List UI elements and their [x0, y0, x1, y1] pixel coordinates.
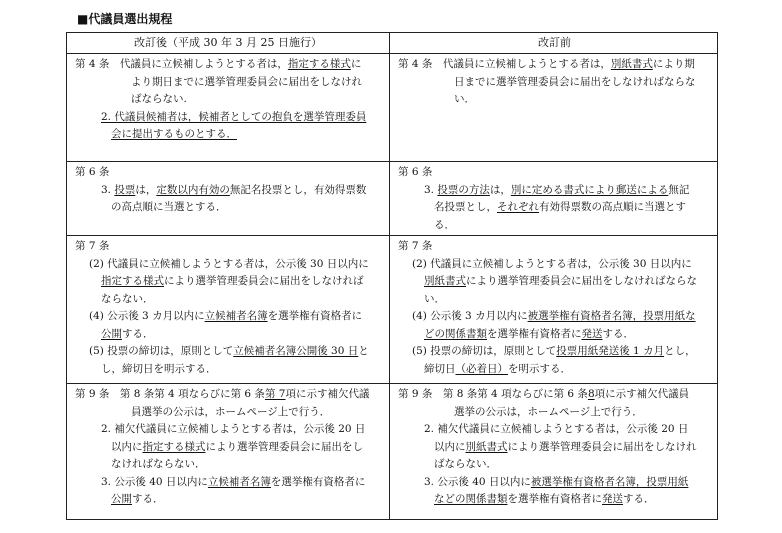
cell-before-art9: [398, 386, 698, 509]
header-divider: [67, 53, 717, 54]
paragraph: 第 4 条 代議員に立候補しようとする者は，指定する様式により期日までに選挙管理委員会に届出をしなければならない.: [75, 58, 362, 105]
comparison-table: [66, 32, 718, 520]
paragraph: 第 7 条: [75, 240, 110, 252]
column-divider: [389, 33, 390, 519]
paragraph: (4) 公示後 3 カ月以内に立候補者名簿を選挙権有資格者に公開する．: [89, 310, 363, 340]
paragraph: 3. 投票は，定数以内有効の無記名投票とし，有効得票数の高点順に当選とする．: [101, 183, 367, 213]
paragraph: 第 7 条: [398, 240, 433, 252]
paragraph: 第 4 条 代議員に立候補しようとする者は，別紙書式により期日までに選挙管理委員会に届出をしなければならない．: [398, 58, 696, 105]
header-before: 改訂前: [538, 36, 571, 49]
row-divider: [67, 235, 717, 236]
paragraph: (5) 投票の締切は，原則として立候補者名簿公開後 30 日とし，締切日を明示する．: [89, 345, 369, 375]
paragraph: 3. 公示後 40 日以内に立候補者名簿を選挙権有資格者に公開する．: [101, 475, 366, 505]
paragraph: 2. 補欠代議員に立候補しようとする者は，公示後 20 日以内に別紙書式により選挙管理委員会に届出をしなければならない．: [424, 423, 697, 470]
paragraph: 3. 公示後 40 日以内に被選挙権有資格者名簿，投票用紙などの関係書類を選挙権有資格者に発送する．: [424, 475, 689, 505]
paragraph: 第 6 条: [75, 166, 110, 178]
paragraph: 2. 代議員候補者は，候補者としての抱負を選挙管理委員会に提出するものとする．: [101, 110, 367, 140]
cell-after-art9: [75, 386, 371, 509]
cell-before-art6: [398, 164, 698, 234]
document-title: ■代議員選出規程: [77, 12, 173, 26]
row-divider: [67, 383, 717, 384]
cell-after-art6: [75, 164, 371, 217]
cell-before-art7: [398, 238, 698, 378]
paragraph: 3. 投票の方法は，別に定める書式により郵送による無記名投票とし，それぞれ有効得票数の高点順に当選とする．: [424, 183, 690, 231]
row-divider: [67, 161, 717, 162]
paragraph: 第 6 条: [398, 166, 433, 178]
paragraph: (5) 投票の締切は，原則として投票用紙発送後 1 カ月とし，締切日（必着日）を明示する．: [412, 345, 696, 375]
paragraph: 2. 補欠代議員に立候補しようとする者は，公示後 20 日以内に指定する様式により選挙管理委員会に届出をしなければならない．: [101, 423, 366, 470]
cell-after-art7: [75, 238, 371, 378]
paragraph: 第 9 条 第 8 条第 4 項ならびに第 6 条第 7項に示す補欠代議員選挙の公示は，ホームページ上で行う．: [75, 388, 370, 418]
paragraph: (2) 代議員に立候補しようとする者は，公示後 30 日以内に指定する様式により選挙管理委員会に届出をしなければならない．: [89, 257, 369, 305]
paragraph: (4) 公示後 3 カ月以内に被選挙権有資格者名簿，投票用紙などの関係書類を選挙権有資格者に発送する．: [412, 310, 696, 340]
paragraph: (2) 代議員に立候補しようとする者は，公示後 30 日以内に別紙書式により選挙管理委員会に届出をしなければならない．: [412, 257, 697, 305]
cell-after-art4: [75, 56, 371, 144]
header-after: 改訂後（平成 30 年 3 月 25 日施行）: [134, 36, 322, 49]
cell-before-art4: [398, 56, 698, 109]
paragraph: 第 9 条 第 8 条第 4 項ならびに第 6 条8項に示す補欠代議員選挙の公示は，ホームページ上で行う．: [398, 388, 690, 418]
